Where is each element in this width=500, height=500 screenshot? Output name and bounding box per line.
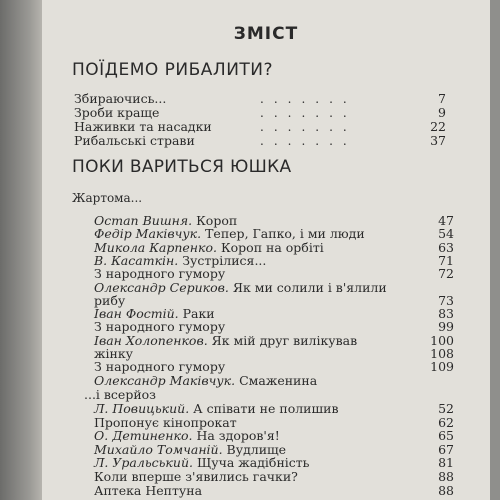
- entry-title: Зроби краще: [74, 105, 160, 120]
- entry-page: 9: [438, 105, 446, 120]
- toc-entry: [94, 484, 454, 498]
- leader-dots: .......: [260, 134, 357, 148]
- entry-page: 71: [438, 252, 454, 268]
- entry-page: 47: [438, 213, 454, 228]
- entry-page: 88: [438, 482, 454, 498]
- toc-entry: [94, 334, 454, 348]
- subsection-label: ...і всерйоз: [84, 387, 157, 402]
- book-spine-shadow: [0, 0, 42, 500]
- entry-text: [94, 374, 317, 388]
- entry-page: 83: [438, 306, 454, 322]
- entry-title: На здоров'я!: [192, 428, 280, 444]
- toc-entry: [74, 106, 446, 120]
- entry-text: [94, 281, 387, 295]
- entry-title: Щуча жадібність: [192, 455, 310, 471]
- entry-page: 63: [438, 239, 454, 255]
- entry-title: Смаженина: [235, 372, 318, 388]
- entry-author: В. Касаткін.: [94, 252, 179, 268]
- entry-title: рибу: [94, 292, 126, 308]
- entry-title: Аптека Нептуна: [94, 482, 203, 498]
- entry-author: Олександр Сериков.: [94, 279, 229, 295]
- entry-page: 67: [438, 441, 454, 457]
- entry-author: Л. Повицький.: [94, 401, 190, 416]
- entry-title: Короп на орбіті: [217, 239, 324, 255]
- entry-text: [94, 334, 357, 348]
- entry-page: 100: [430, 332, 454, 348]
- entry-page: 37: [430, 133, 446, 148]
- toc-entry: [74, 120, 446, 134]
- entry-title: Збираючись...: [74, 91, 167, 106]
- entry-text: [94, 484, 202, 498]
- toc-entry: [94, 374, 454, 388]
- entry-title: Короп: [192, 213, 238, 228]
- entry-author: Остап Вишня.: [94, 213, 193, 228]
- entry-title: жінку: [94, 346, 133, 361]
- entry-title: Вудлище: [222, 441, 287, 457]
- leader-dots: .......: [260, 120, 357, 134]
- section-heading-2: ПОКИ ВАРИТЬСЯ ЮШКА: [72, 157, 292, 177]
- toc-entry: [94, 281, 454, 295]
- entry-title: Пропонує кінопрокат: [94, 414, 237, 430]
- entry-author: Іван Холопенков.: [94, 332, 208, 348]
- entry-title: Наживки та насадки: [74, 119, 212, 134]
- entry-page: 22: [430, 119, 446, 134]
- entry-author: Федір Маківчук.: [94, 226, 202, 242]
- toc-entry: [74, 134, 446, 148]
- entry-title: З народного гумору: [94, 319, 226, 335]
- entry-author: Л. Уральський.: [94, 455, 193, 471]
- entry-title: А співати не полишив: [189, 401, 339, 416]
- leader-dots: .......: [260, 92, 357, 106]
- entry-page: 65: [438, 428, 454, 444]
- entry-title: З народного гумору: [94, 266, 226, 282]
- leader-dots: .......: [260, 106, 357, 120]
- entry-title: Раки: [178, 306, 215, 322]
- section-heading-1: ПОЇДЕМО РИБАЛИТИ?: [72, 60, 274, 80]
- entry-page: 81: [438, 455, 454, 471]
- entry-title: Як ми солили і в'ялили: [228, 279, 387, 295]
- entry-title: Тепер, Гапко, і ми люди: [201, 226, 365, 242]
- entry-title: Як мій друг вилікував: [207, 332, 358, 348]
- entry-page: 62: [438, 414, 454, 430]
- entry-page: 54: [438, 226, 454, 242]
- toc-entry: [74, 92, 446, 106]
- entry-title: Зустрілися...: [178, 252, 267, 268]
- entry-title: Рибальські страви: [74, 133, 195, 148]
- contents-page: [42, 0, 490, 500]
- entry-title: З народного гумору: [94, 359, 226, 375]
- entry-author: Михайло Томчаній.: [94, 441, 223, 457]
- entry-page: 72: [438, 266, 454, 282]
- page-title: ЗМІСТ: [233, 24, 299, 44]
- entry-page: 108: [430, 346, 454, 361]
- entry-author: Іван Фостій.: [94, 306, 179, 322]
- entry-page: 73: [438, 292, 454, 308]
- entry-page: 109: [430, 359, 454, 375]
- entry-page: 99: [438, 319, 454, 335]
- entry-page: 7: [438, 91, 446, 106]
- entry-page: 52: [438, 401, 454, 416]
- entry-author: Олександр Маківчук.: [94, 372, 236, 388]
- entry-author: Микола Карпенко.: [94, 239, 217, 255]
- subsection-label: Жартома...: [72, 191, 143, 205]
- entry-title: Коли вперше з'явились гачки?: [94, 469, 298, 484]
- entry-page: 88: [438, 469, 454, 484]
- entry-author: О. Детиненко.: [94, 428, 193, 444]
